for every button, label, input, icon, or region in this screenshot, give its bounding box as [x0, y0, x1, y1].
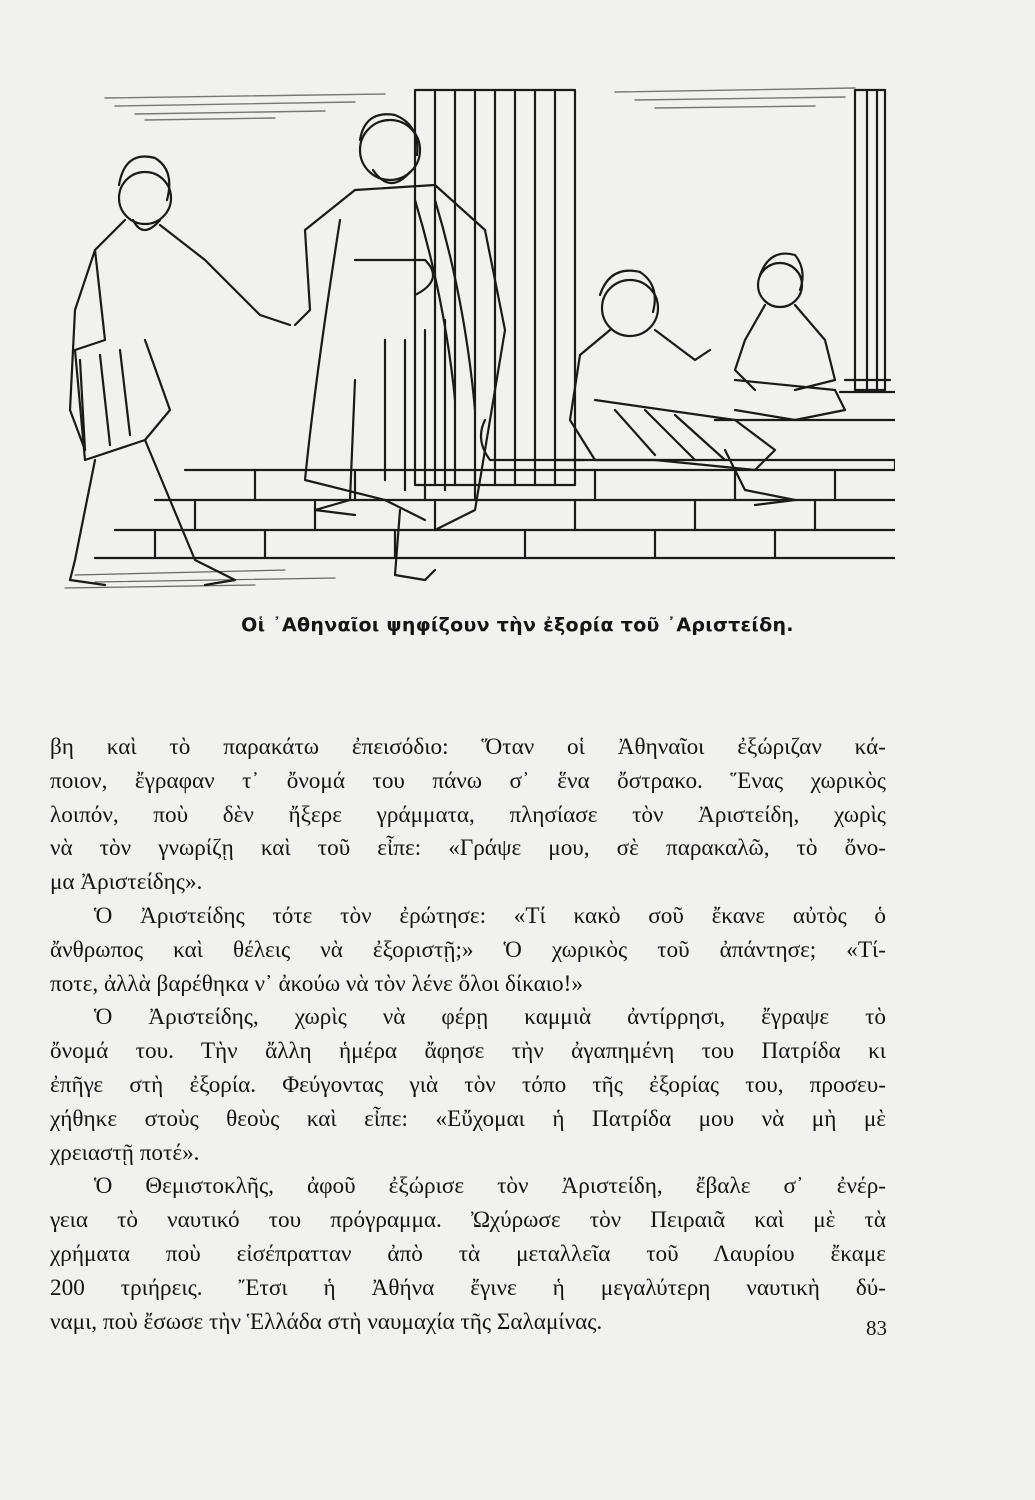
text-line: χρειαστῇ ποτέ».: [50, 1139, 200, 1166]
text-line: νὰ τὸν γνωρίζῃ καὶ τοῦ εἶπε: «Γράψε μου, σὲ παρακαλῶ, τὸ ὄνο-: [50, 835, 886, 862]
text-line: ποιον, ἔγραφαν τ᾿ ὄνομά του πάνω σ᾿ ἕνα ὄστρακο. Ἕνας χωρικὸς: [50, 767, 886, 794]
text-line: μα Ἀριστείδης».: [50, 869, 203, 896]
text-line: ὄνομά του. Τὴν ἄλλη ἡμέρα ἄφησε τὴν ἀγαπημένη του Πατρίδα κι: [50, 1038, 886, 1065]
page-number: 83: [866, 1316, 887, 1340]
ancient-athens-scene-icon: [55, 80, 895, 595]
text-line: ποτε, ἀλλὰ βαρέθηκα ν᾿ ἀκούω νὰ τὸν λένε ὅλοι δίκαιο!»: [50, 970, 583, 997]
text-line: γεια τὸ ναυτικό του πρόγραμμα. Ὠχύρωσε τὸν Πειραιᾶ καὶ μὲ τὰ: [50, 1207, 886, 1234]
illustration-caption: Οἱ ᾿Αθηναῖοι ψηφίζουν τὴν ἐξορία τοῦ ᾿Αριστείδη.: [241, 614, 794, 636]
text-line: λοιπόν, ποὺ δὲν ἤξερε γράμματα, πλησίασε τὸν Ἀριστείδη, χωρὶς: [50, 801, 886, 828]
text-line: 200 τριήρεις. Ἔτσι ἡ Ἀθήνα ἔγινε ἡ μεγαλύτερη ναυτικὴ δύ-: [50, 1274, 886, 1301]
text-line: ἐπῆγε στὴ ἐξορία. Φεύγοντας γιὰ τὸν τόπο τῆς ἐξορίας του, προσευ-: [50, 1071, 886, 1098]
text-line: Ὁ Ἀριστείδης, χωρὶς νὰ φέρῃ καμμιὰ ἀντίρρησι, ἔγραψε τὸ: [94, 1004, 886, 1031]
text-line: χήθηκε στοὺς θεοὺς καὶ εἶπε: «Εὔχομαι ἡ Πατρίδα μου νὰ μὴ μὲ: [50, 1105, 886, 1132]
text-line: Ὁ Θεμιστοκλῆς, ἀφοῦ ἐξώρισε τὸν Ἀριστείδη, ἔβαλε σ᾿ ἐνέρ-: [94, 1173, 886, 1200]
body-text: [50, 731, 886, 1339]
text-line: ἄνθρωπος καὶ θέλεις νὰ ἐξοριστῇ;» Ὁ χωρικὸς τοῦ ἀπάντησε; «Τί-: [50, 936, 886, 963]
text-line: ναμι, ποὺ ἔσωσε τὴν Ἑλλάδα στὴ ναυμαχία τῆς Σαλαμίνας.: [50, 1308, 603, 1335]
illustration: [55, 80, 895, 595]
text-line: Ὁ Ἀριστείδης τότε τὸν ἐρώτησε: «Τί κακὸ σοῦ ἔκανε αὐτὸς ὁ: [94, 902, 886, 929]
text-line: χρήματα ποὺ εἰσέπρατταν ἀπὸ τὰ μεταλλεῖα τοῦ Λαυρίου ἔκαμε: [50, 1240, 886, 1267]
text-line: βη καὶ τὸ παρακάτω ἐπεισόδιο: Ὅταν οἱ Ἀθηναῖοι ἐξώριζαν κά-: [50, 734, 886, 760]
